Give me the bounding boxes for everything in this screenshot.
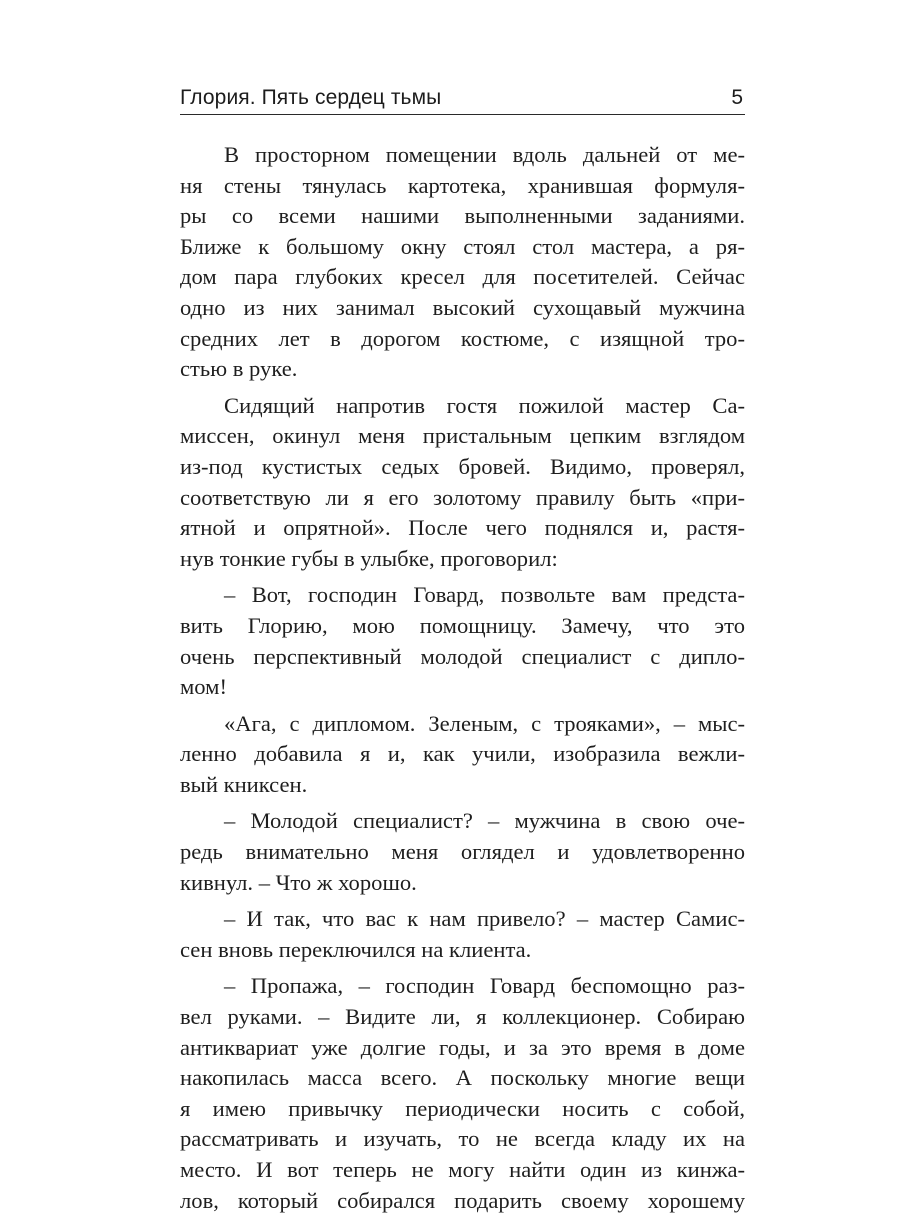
text-line: очень перспективный молодой специалист с дипло- — [180, 643, 745, 669]
text-line: Ближе к большому окну стоял стол мастера, а ря- — [180, 233, 745, 259]
text-line: антиквариат уже долгие годы, и за это время в доме — [180, 1034, 745, 1060]
text-line: вить Глорию, мою помощницу. Замечу, что это — [180, 612, 745, 638]
text-line: сен вновь переключился на клиента. — [180, 936, 532, 962]
paragraph — [180, 391, 745, 575]
text-line: дом пара глубоких кресел для посетителей. Сейчас — [180, 264, 745, 290]
paragraph — [180, 709, 745, 801]
paragraph — [180, 580, 745, 702]
text-line: ленно добавила я и, как учили, изобразила вежли- — [180, 741, 745, 767]
text-line: ня стены тянулась картотека, хранившая формуля- — [180, 172, 745, 198]
text-line: из-под кустистых седых бровей. Видимо, проверял, — [180, 453, 745, 479]
text-line: «Ага, с дипломом. Зеленым, с трояками», – мыс- — [224, 710, 745, 736]
text-line: миссен, окинул меня пристальным цепким взглядом — [180, 423, 745, 449]
text-line: накопилась масса всего. А поскольку многие вещи — [180, 1065, 745, 1091]
paragraph — [180, 806, 745, 898]
text-line: лов, который собирался подарить своему хорошему — [180, 1187, 745, 1213]
text-line: кивнул. – Что ж хорошо. — [180, 869, 417, 895]
text-line: нув тонкие губы в улыбке, проговорил: — [180, 545, 558, 571]
paragraph — [180, 904, 745, 965]
text-line: место. И вот теперь не могу найти один из кинжа- — [180, 1157, 745, 1182]
text-line: я имею привычку периодически носить с собой, — [180, 1095, 745, 1121]
text-line: одно из них занимал высокий сухощавый мужчина — [180, 294, 745, 320]
text-line: – Пропажа, – господин Говард беспомощно раз- — [224, 973, 745, 999]
text-line: Сидящий напротив гостя пожилой мастер Са- — [224, 392, 745, 418]
text-line: – И так, что вас к нам привело? – мастер Самис- — [224, 906, 745, 932]
text-line: рассматривать и изучать, то не всегда кладу их на — [180, 1126, 745, 1152]
running-header — [180, 84, 745, 115]
text-line: В просторном помещении вдоль дальней от ме- — [224, 142, 745, 167]
paragraph — [180, 971, 745, 1216]
text-line: ры со всеми нашими выполненными заданиями. — [180, 203, 745, 229]
text-line: – Молодой специалист? – мужчина в свою оче- — [224, 808, 745, 834]
text-line: ятной и опрятной». После чего поднялся и, растя- — [180, 515, 745, 541]
page-number: 5 — [731, 86, 743, 109]
paragraph — [180, 140, 745, 385]
text-line: вел руками. – Видите ли, я коллекционер. Собираю — [180, 1004, 745, 1030]
text-line: средних лет в дорогом костюме, с изящной тро- — [180, 325, 745, 351]
text-line: – Вот, господин Говард, позвольте вам предста- — [224, 582, 745, 608]
text-line: вый книксен. — [180, 771, 308, 797]
text-line: стью в руке. — [180, 356, 298, 382]
text-line: соответствую ли я его золотому правилу быть «при- — [180, 484, 745, 510]
text-line: редь внимательно меня оглядел и удовлетворенно — [180, 839, 745, 865]
book-title: Глория. Пять сердец тьмы — [180, 86, 442, 109]
text-line: мом! — [180, 674, 227, 700]
body-text — [180, 140, 745, 1222]
